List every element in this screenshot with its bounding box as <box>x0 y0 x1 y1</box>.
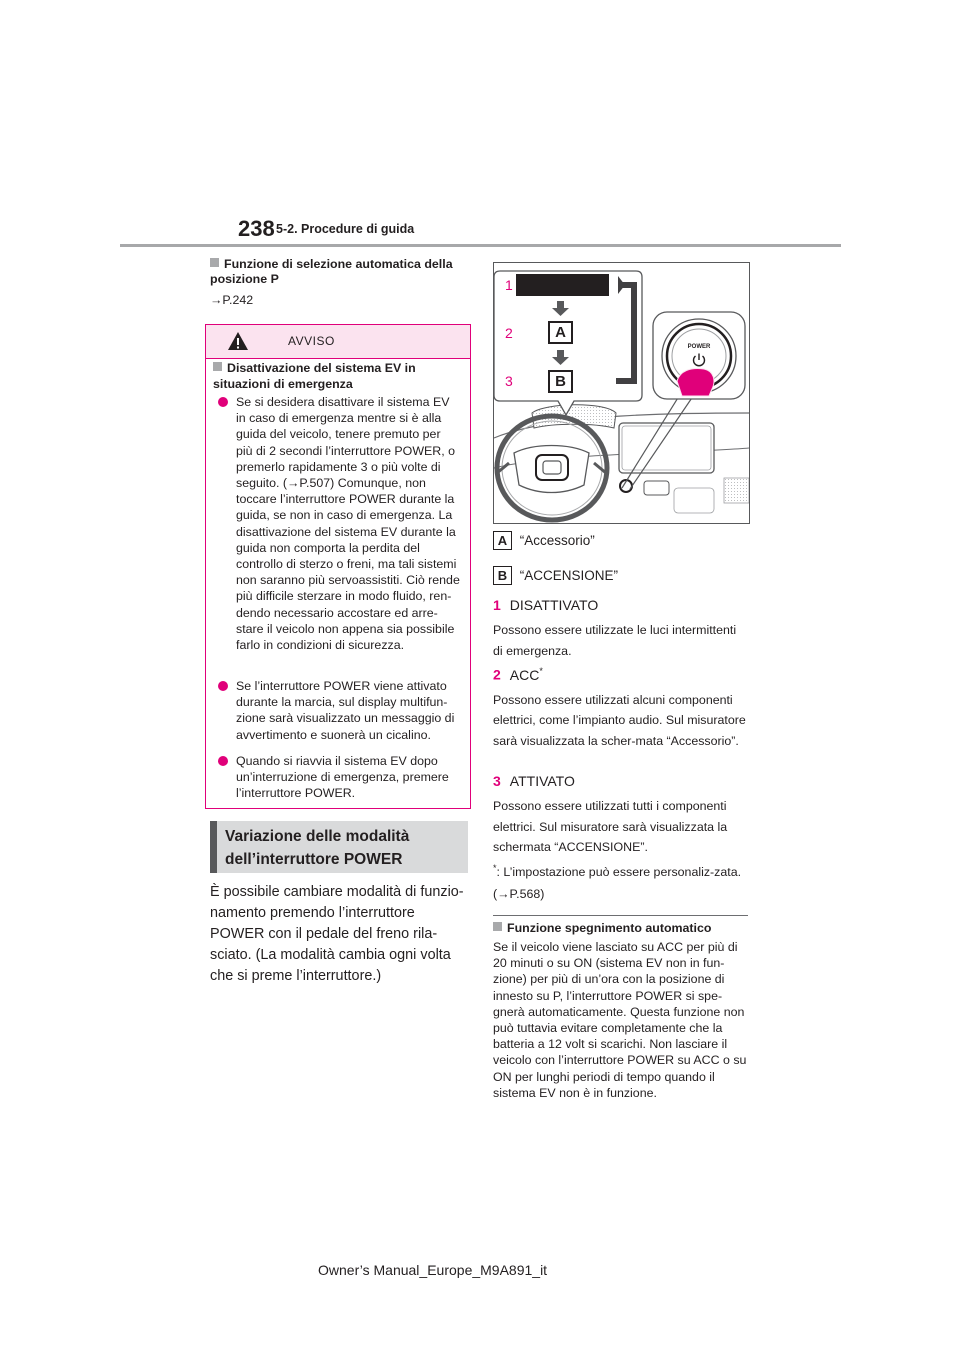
bullet-icon <box>218 397 228 407</box>
bullet-icon <box>218 756 228 766</box>
key-box: B <box>493 566 512 585</box>
footnote: *: L’impostazione può essere personaliz-zata. (→P.568) <box>493 863 742 902</box>
figure-step-1: 1 <box>505 277 513 293</box>
warning-title: AVVISO <box>288 334 335 348</box>
header-rule <box>120 244 841 247</box>
section-heading-text: Variazione delle modalità dell’interruttore POWER <box>225 828 410 868</box>
section-title: 5-2. Procedure di guida <box>276 222 415 236</box>
warning-item: Quando si riavvia il sistema EV dopo un’interruzione di emergenza, premere l’interruttore POWER. <box>218 753 460 802</box>
warning-item: Se si desidera disattivare il sistema EV in caso di emergenza mentre si è alla guida del veicolo, tenere premuto per più di 2 secondi l’interruttore POWER, o premerlo rapidamente 3 o più volte di seguito. (→P.507) Comunque, non toccare l’interruttore POWER durante la guida, se non in caso di emergenza. La disattivazione del sistema EV durante la guida non comporta la perdita del controllo di sterzo o freni, ma tali sistemi non saranno più servoassistiti. Ciò rende più difficile sterzare in modo fluido, ren-dendo necessario accostare ed arre-stare il veicolo non appena sia possibile farlo in condizioni di sicurezza. <box>218 394 460 653</box>
footer-text: Owner’s Manual_Europe_M9A891_it <box>318 1262 548 1278</box>
figure-step-3: 3 <box>505 373 513 389</box>
figure-step-2: 2 <box>505 325 513 341</box>
mode-3: 3 ATTIVATO Possono essere utilizzati tutti i componenti elettrici. Sul misuratore sarà visualizzata la schermata “ACCENSIONE”. <box>493 773 728 854</box>
key-box: A <box>493 531 512 550</box>
section-paragraph: È possibile cambiare modalità di funzio-namento premendo l’interruttore POWER con il pedale del freno rila-sciato. (La modalità cambia ogni volta che si preme l’interruttore.) <box>210 884 464 984</box>
figure-box-a: A <box>555 324 566 341</box>
warning-heading: Disattivazione del sistema EV in situazioni di emergenza <box>213 361 416 391</box>
warning-triangle-icon <box>227 331 249 356</box>
section-heading <box>210 821 468 873</box>
auto-p-heading: Funzione di selezione automatica della posizione P <box>210 257 453 286</box>
power-button-label: POWER <box>687 344 711 350</box>
dashboard-illustration <box>494 263 749 523</box>
warning-box <box>205 324 471 809</box>
page-number: 238 <box>238 216 275 241</box>
auto-off-heading: Funzione spegnimento automatico <box>493 921 748 935</box>
warning-header <box>206 325 470 359</box>
square-bullet-icon <box>493 922 502 931</box>
mode-1: 1 DISATTIVATO Possono essere utilizzate le luci intermittenti di emergenza. <box>493 597 737 658</box>
figure-box-b: B <box>555 373 566 390</box>
auto-off-rule <box>493 915 748 916</box>
square-bullet-icon <box>213 362 222 371</box>
power-symbol-icon <box>691 352 707 373</box>
legend-item-a: A “Accessorio” <box>493 531 595 550</box>
mode-2: 2 ACC* Possono essere utilizzati alcuni componenti elettrici, come l’impianto audio. Sul misuratore sarà visualizzata la scher-mata “Accessorio”. <box>493 666 746 748</box>
warning-item: Se l’interruttore POWER viene attivato durante la marcia, sul display multifun-zione sarà visualizzato un messaggio di avvertimento e suonerà un cicalino. <box>218 678 460 743</box>
legend-item-b: B “ACCENSIONE” <box>493 566 618 585</box>
square-bullet-icon <box>210 258 219 267</box>
bullet-icon <box>218 681 228 691</box>
auto-p-reference[interactable]: →P.242 <box>210 293 254 307</box>
auto-off-paragraph: Se il veicolo viene lasciato su ACC per più di 20 minuti o su ON (sistema EV non in fun-zione) per più di un’ora con la posizione di innesto su P, l’interruttore POWER si spe-gnerà automaticamente. Questa funzione non può tuttavia evitare completamente che la batteria a 12 volt si scarichi. Non lasciare il veicolo con l’interruttore POWER su ACC o su ON per lunghi periodi di tempo quando il sistema EV non è in funzione. <box>493 940 747 1100</box>
power-switch-figure <box>493 262 750 524</box>
section-heading-bar <box>210 821 217 873</box>
meter-display-off <box>516 274 609 296</box>
